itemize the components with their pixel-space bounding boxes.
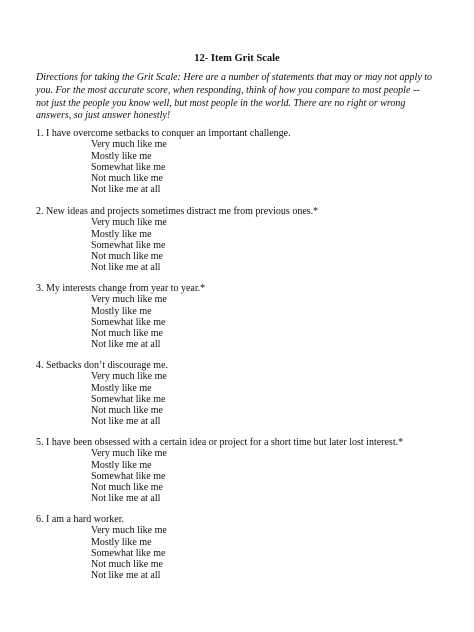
option-not-much-like-me: Not much like me [91, 251, 163, 263]
option-very-much-like-me: Very much like me [91, 217, 167, 229]
answer-options [91, 139, 456, 195]
option-mostly-like-me: Mostly like me [91, 228, 152, 240]
option-very-much-like-me: Very much like me [91, 139, 167, 151]
option-not-like-me-at-all: Not like me at all [91, 262, 161, 274]
question-text: 5. I have been obsessed with a certain idea or project for a short time but later lost interest.* [36, 437, 404, 448]
option-not-much-like-me: Not much like me [91, 482, 163, 494]
question-4 [36, 360, 456, 428]
question-text: 6. I am a hard worker. [36, 514, 125, 525]
question-text: 4. Setbacks don’t discourage me. [36, 360, 169, 371]
option-mostly-like-me: Mostly like me [91, 150, 152, 162]
directions-line: Directions for taking the Grit Scale: Here are a number of statements that may or may not apply to [36, 72, 433, 83]
option-somewhat-like-me: Somewhat like me [91, 470, 166, 482]
question-text: 3. My interests change from year to year.* [36, 283, 206, 294]
question-2 [36, 206, 456, 274]
option-mostly-like-me: Mostly like me [91, 382, 152, 394]
option-somewhat-like-me: Somewhat like me [91, 316, 166, 328]
answer-options [91, 448, 456, 504]
question-3 [36, 283, 456, 351]
option-not-like-me-at-all: Not like me at all [91, 339, 161, 351]
question-text: 1. I have overcome setbacks to conquer an important challenge. [36, 128, 291, 139]
option-somewhat-like-me: Somewhat like me [91, 393, 166, 405]
question-6 [36, 514, 456, 582]
option-not-much-like-me: Not much like me [91, 328, 163, 340]
answer-options [91, 217, 456, 273]
option-very-much-like-me: Very much like me [91, 525, 167, 537]
option-not-much-like-me: Not much like me [91, 405, 163, 417]
answer-options [91, 525, 456, 581]
option-not-much-like-me: Not much like me [91, 173, 163, 185]
option-somewhat-like-me: Somewhat like me [91, 161, 166, 173]
directions-line: answers, so just answer honestly! [36, 110, 171, 122]
option-mostly-like-me: Mostly like me [91, 536, 152, 548]
option-mostly-like-me: Mostly like me [91, 305, 152, 317]
directions-line: you. For the most accurate score, when responding, think of how you compare to most people -- [36, 84, 420, 96]
option-mostly-like-me: Mostly like me [91, 459, 152, 471]
option-somewhat-like-me: Somewhat like me [91, 239, 166, 251]
question-1 [36, 128, 456, 196]
document-title: 12- Item Grit Scale [194, 53, 280, 64]
option-very-much-like-me: Very much like me [91, 448, 167, 460]
option-very-much-like-me: Very much like me [91, 294, 167, 306]
option-not-like-me-at-all: Not like me at all [91, 493, 161, 505]
answer-options [91, 294, 456, 350]
option-somewhat-like-me: Somewhat like me [91, 547, 166, 559]
directions-line: not just the people you know well, but most people in the world. There are no right or wrong [36, 97, 406, 109]
option-not-like-me-at-all: Not like me at all [91, 416, 161, 428]
directions-paragraph [36, 72, 446, 123]
answer-options [91, 371, 456, 427]
question-text: 2. New ideas and projects sometimes distract me from previous ones.* [36, 206, 319, 217]
question-5 [36, 437, 456, 505]
option-very-much-like-me: Very much like me [91, 371, 167, 383]
option-not-much-like-me: Not much like me [91, 559, 163, 571]
option-not-like-me-at-all: Not like me at all [91, 570, 161, 582]
option-not-like-me-at-all: Not like me at all [91, 184, 161, 196]
